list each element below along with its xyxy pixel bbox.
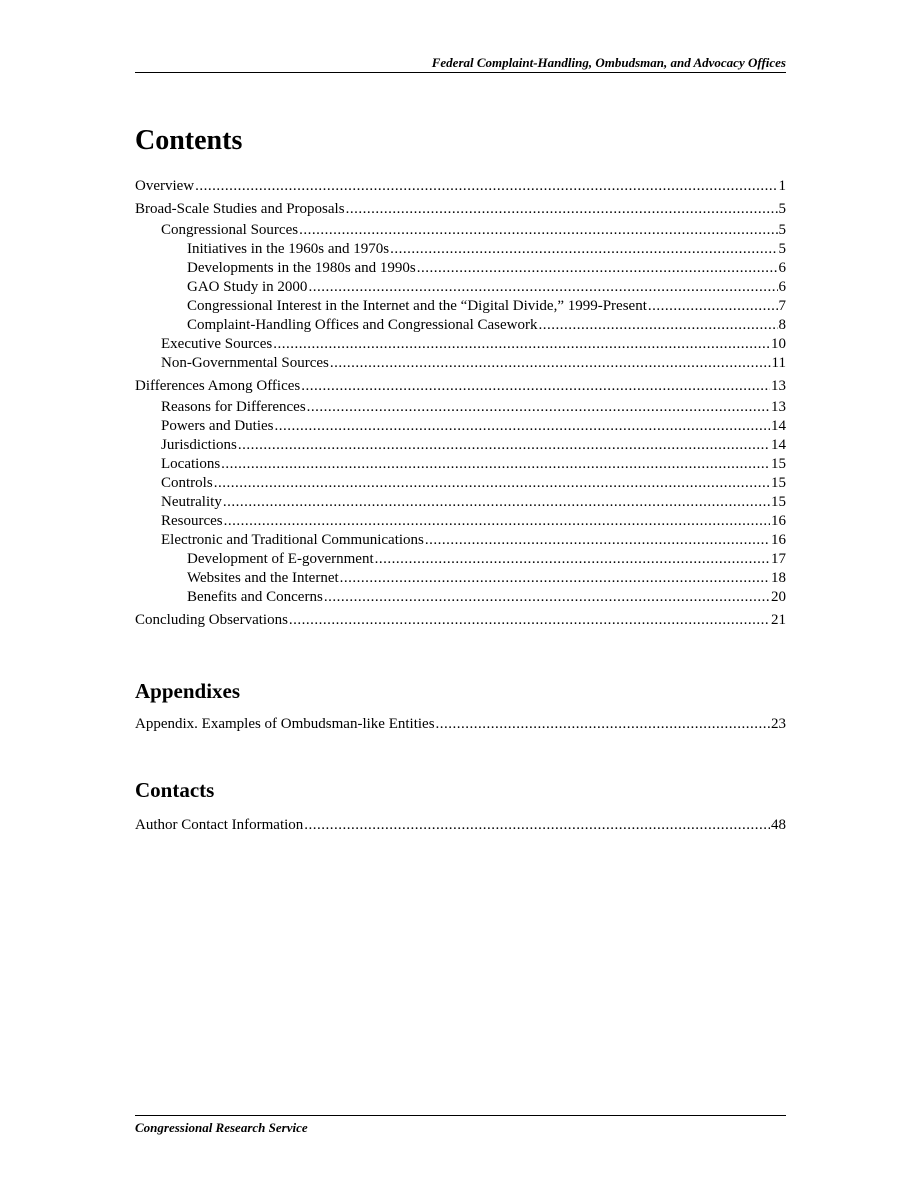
footer-rule [135,1115,786,1116]
toc-entry[interactable]: Benefits and Concerns ..... 20 [135,588,786,607]
toc-entry[interactable]: Initiatives in the 1960s and 1970s ..... 5 [135,240,786,259]
contents-heading: Contents [135,125,243,156]
contacts-heading: Contacts [135,778,215,802]
toc-entry[interactable]: Resources ..... 16 [135,512,786,531]
toc-entry[interactable]: Locations ..... 15 [135,455,786,474]
appendixes-heading: Appendixes [135,679,241,703]
toc-entry[interactable]: Powers and Duties ..... 14 [135,417,786,436]
toc-entry[interactable]: Non-Governmental Sources ..... 11 [135,354,786,373]
contents-list [135,177,786,630]
toc-entry[interactable]: Overview ..... 1 [135,177,786,196]
toc-entry[interactable]: Concluding Observations ..... 21 [135,611,786,630]
toc-entry[interactable]: GAO Study in 2000 ..... 6 [135,278,786,297]
contacts-list [135,816,786,835]
toc-entry[interactable]: Appendix. Examples of Ombudsman-like Entities ..... 23 [135,715,786,734]
running-header: Federal Complaint-Handling, Ombudsman, and Advocacy Offices [431,55,786,70]
toc-entry[interactable]: Development of E-government ..... 17 [135,550,786,569]
toc-entry[interactable]: Executive Sources ..... 10 [135,335,786,354]
header-rule [135,72,786,73]
toc-entry[interactable]: Author Contact Information ..... 48 [135,816,786,835]
toc-entry[interactable]: Complaint-Handling Offices and Congressional Casework ..... 8 [135,316,786,335]
toc-entry[interactable]: Websites and the Internet ..... 18 [135,569,786,588]
toc-entry[interactable]: Differences Among Offices ..... 13 [135,377,786,396]
running-footer: Congressional Research Service [135,1120,308,1135]
toc-entry[interactable]: Broad-Scale Studies and Proposals ..... 5 [135,200,786,219]
toc-entry[interactable]: Electronic and Traditional Communications ..... 16 [135,531,786,550]
toc-entry[interactable]: Controls ..... 15 [135,474,786,493]
toc-entry[interactable]: Reasons for Differences ..... 13 [135,398,786,417]
appendixes-list [135,715,786,734]
toc-entry[interactable]: Congressional Interest in the Internet and the “Digital Divide,” 1999-Present ..... 7 [135,297,786,316]
toc-entry[interactable]: Neutrality ..... 15 [135,493,786,512]
toc-entry[interactable]: Jurisdictions ..... 14 [135,436,786,455]
toc-entry[interactable]: Congressional Sources ..... 5 [135,221,786,240]
toc-entry[interactable]: Developments in the 1980s and 1990s ..... 6 [135,259,786,278]
